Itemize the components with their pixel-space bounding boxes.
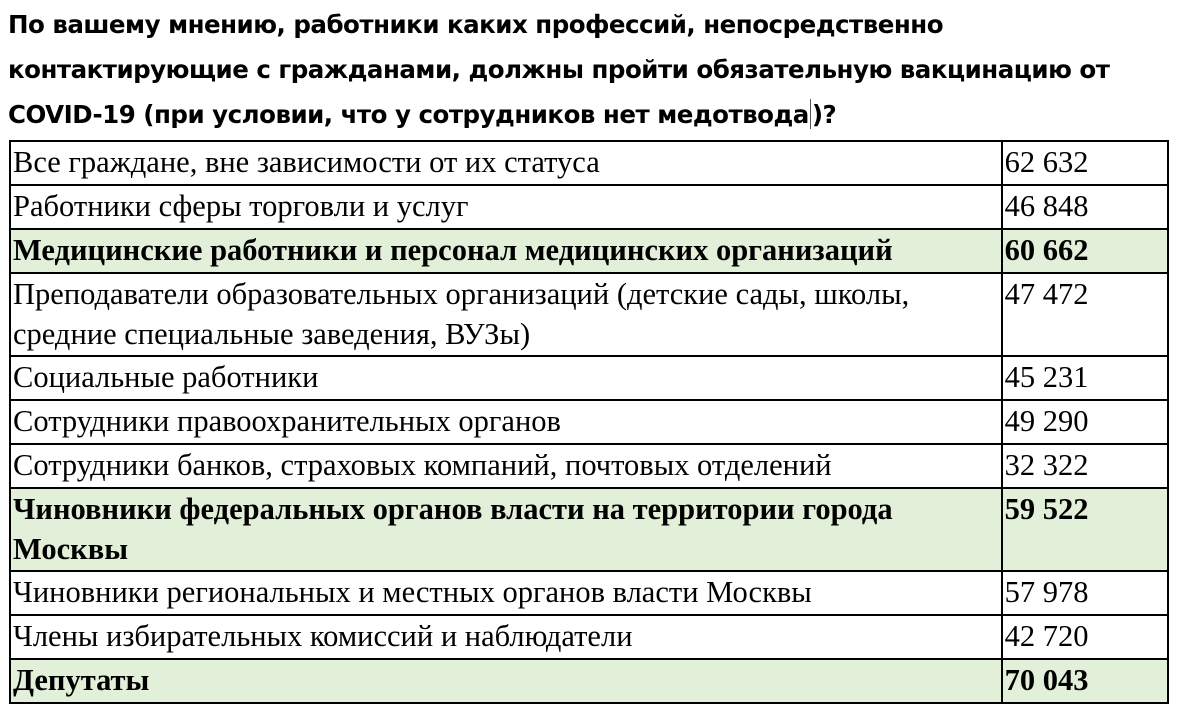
row-value: 60 662 <box>1002 229 1168 273</box>
row-value: 70 043 <box>1002 659 1168 703</box>
row-value: 59 522 <box>1002 488 1168 571</box>
table-row-highlighted <box>10 488 1168 571</box>
row-value: 47 472 <box>1002 273 1168 356</box>
question-text: По вашему мнению, работники каких профессий, непосредственно контактирующие с гражданами, должны пройти обязательную вакцинацию от COVID-19 (при условии, что у сотрудников нет медотвода <box>8 10 1110 129</box>
row-label: Медицинские работники и персонал медицинских организаций <box>10 229 1002 273</box>
table-row <box>10 444 1168 488</box>
table-row <box>10 273 1168 356</box>
row-label: Сотрудники банков, страховых компаний, почтовых отделений <box>10 444 1002 488</box>
row-label: Преподаватели образовательных организаций (детские сады, школы, средние специальные заведения, ВУЗы) <box>10 273 1002 356</box>
row-label: Чиновники региональных и местных органов власти Москвы <box>10 571 1002 615</box>
row-value: 62 632 <box>1002 141 1168 185</box>
row-label: Социальные работники <box>10 356 1002 400</box>
results-table <box>9 140 1169 704</box>
table-row-highlighted <box>10 659 1168 703</box>
row-label: Все граждане, вне зависимости от их статуса <box>10 141 1002 185</box>
question-title <box>8 2 1168 137</box>
row-label: Сотрудники правоохранительных органов <box>10 400 1002 444</box>
row-label: Работники сферы торговли и услуг <box>10 185 1002 229</box>
question-text-end: )? <box>811 100 837 129</box>
table-row <box>10 185 1168 229</box>
table-row <box>10 141 1168 185</box>
text-cursor <box>810 99 811 129</box>
table-row-highlighted <box>10 229 1168 273</box>
table-row <box>10 356 1168 400</box>
row-label: Депутаты <box>10 659 1002 703</box>
row-value: 57 978 <box>1002 571 1168 615</box>
row-label: Чиновники федеральных органов власти на территории города Москвы <box>10 488 1002 571</box>
row-value: 45 231 <box>1002 356 1168 400</box>
table-row <box>10 615 1168 659</box>
row-value: 49 290 <box>1002 400 1168 444</box>
table-row <box>10 400 1168 444</box>
row-value: 46 848 <box>1002 185 1168 229</box>
row-label: Члены избирательных комиссий и наблюдатели <box>10 615 1002 659</box>
row-value: 42 720 <box>1002 615 1168 659</box>
row-value: 32 322 <box>1002 444 1168 488</box>
table-row <box>10 571 1168 615</box>
